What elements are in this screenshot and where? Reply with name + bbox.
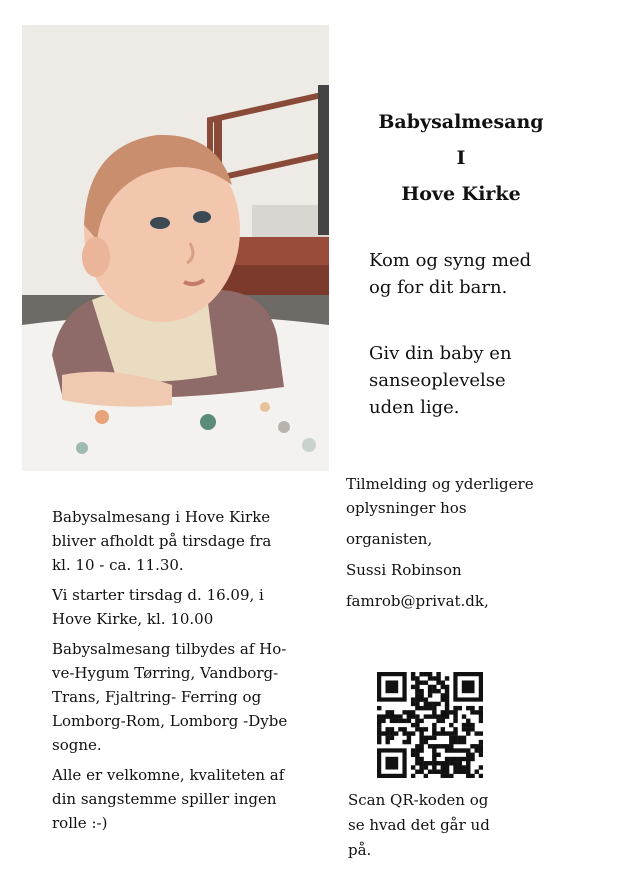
title-line: Babysalmesang [378, 111, 544, 133]
title-line: Hove Kirke [401, 183, 521, 205]
info-line: ve-Hygum Tørring, Vandborg- [52, 664, 279, 682]
event-title [350, 104, 572, 212]
info-line: Babysalmesang tilbydes af Ho- [52, 640, 287, 658]
contact-email-link[interactable]: famrob@privat.dk, [346, 592, 489, 610]
contact-line: oplysninger hos [346, 499, 467, 517]
info-line: din sangstemme spiller ingen [52, 790, 277, 808]
intro-line: Kom og syng med [369, 250, 532, 271]
intro-line: Giv din baby en [369, 343, 512, 364]
intro-paragraph [369, 340, 599, 421]
info-line: Trans, Fjaltring- Ferring og [52, 688, 262, 706]
intro-line: og for dit barn. [369, 277, 508, 298]
scan-instruction [348, 788, 548, 863]
contact-line: Tilmelding og yderligere [346, 475, 534, 493]
info-line: Babysalmesang i Hove Kirke [52, 508, 271, 526]
title-line: I [456, 147, 466, 169]
info-line: sogne. [52, 736, 102, 754]
contact-line: organisten, [346, 530, 433, 548]
baby-photo [22, 25, 329, 471]
event-info [52, 499, 322, 841]
intro-line: uden lige. [369, 397, 460, 418]
info-line: Vi starter tirsdag d. 16.09, i [52, 586, 264, 604]
info-line: Hove Kirke, kl. 10.00 [52, 610, 214, 628]
qr-code[interactable] [377, 672, 483, 778]
contact-name: Sussi Robinson [346, 561, 462, 579]
info-line: Lomborg-Rom, Lomborg -Dybe [52, 712, 288, 730]
info-line: Alle er velkomne, kvaliteten af [52, 766, 285, 784]
info-line: rolle :-) [52, 814, 108, 832]
scan-line: Scan QR-koden og [348, 791, 489, 809]
info-line: kl. 10 - ca. 11.30. [52, 556, 184, 574]
intro-line: sanseoplevelse [369, 370, 506, 391]
info-line: bliver afholdt på tirsdage fra [52, 532, 272, 550]
scan-line: se hvad det går ud [348, 816, 490, 834]
intro-paragraph [369, 247, 599, 301]
scan-line: på. [348, 841, 372, 859]
qr-code-graphic [377, 672, 483, 778]
